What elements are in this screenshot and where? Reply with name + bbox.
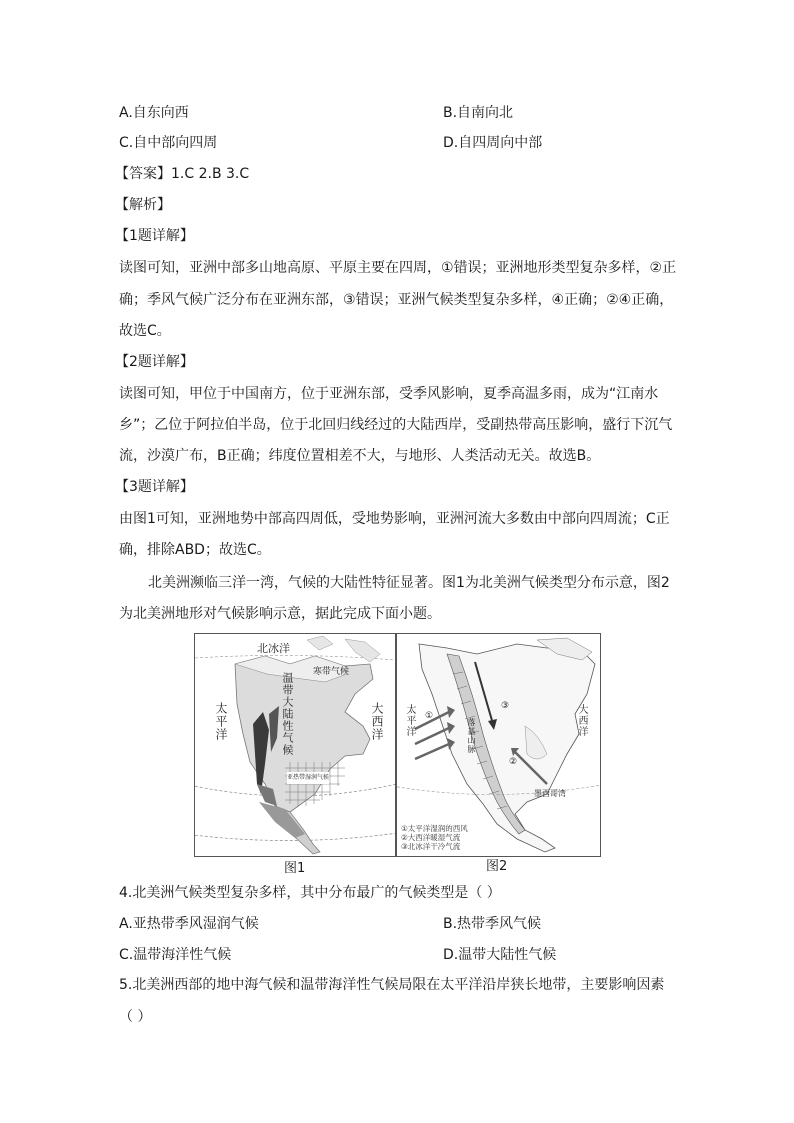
- q4-option-b: B.热带季风气候: [443, 916, 542, 932]
- fig1-pacific-label: 太平洋: [214, 702, 228, 741]
- figure-2-caption: 图2: [486, 859, 508, 874]
- fig1-subtropical-label: 亚热带湿润气候: [287, 772, 329, 784]
- fig2-pacific-label: 太平洋: [404, 704, 415, 737]
- q1-line-3: 故选C。: [119, 323, 171, 339]
- fig2-num-3: ③: [501, 701, 510, 711]
- q4-option-a: A.亚热带季风湿润气候: [119, 916, 259, 932]
- q5-stem: 5.北美洲西部的地中海气候和温带海洋性气候局限在太平洋沿岸狭长地带，主要影响因素: [119, 977, 665, 993]
- intro-line-1: 北美洲濒临三洋一湾，气候的大陆性特征显著。图1为北美洲气候类型分布示意，图2: [148, 575, 670, 591]
- q4-stem: 4.北美洲气候类型复杂多样，其中分布最广的气候类型是（ ）: [119, 885, 501, 901]
- option-a: A.自东向西: [119, 105, 189, 121]
- fig2-num-2: ②: [509, 757, 518, 767]
- option-c: C.自中部向四周: [119, 135, 218, 151]
- figure-2-map: [396, 633, 601, 857]
- q2-line-3: 流，沙漠广布，B正确；纬度位置相差不大，与地形、人类活动无关。故选B。: [119, 448, 601, 464]
- q3-line-2: 确，排除ABD；故选C。: [119, 542, 271, 558]
- q3-line-1: 由图1可知，亚洲地势中部高四周低，受地势影响，亚洲河流大多数由中部向四周流；C正: [119, 511, 670, 527]
- fig1-continental-label: 温带大陆性气候: [281, 672, 294, 756]
- figure-1-map: [194, 633, 396, 857]
- q2-line-1: 读图可知，甲位于中国南方，位于亚洲东部，受季风影响，夏季高温多雨，成为“江南水: [119, 386, 659, 402]
- fig2-legend-1: ①太平洋湿润的西风: [401, 824, 468, 833]
- q1-line-2: 确；季风气候广泛分布在亚洲东部，③错误；亚洲气候类型复杂多样，④正确；②④正确，: [119, 292, 674, 308]
- figure-2-drawing: [397, 634, 600, 856]
- option-d: D.自四周向中部: [443, 135, 543, 151]
- option-b: B.自南向北: [443, 105, 514, 121]
- fig2-gulf-label: 墨西哥湾: [534, 789, 566, 798]
- q4-option-c: C.温带海洋性气候: [119, 947, 232, 963]
- q1-line-1: 读图可知，亚洲中部多山地高原、平原主要在四周，①错误；亚洲地形类型复杂多样，②正: [119, 260, 677, 276]
- q1-title: 【1题详解】: [115, 228, 194, 244]
- analysis-label: 【解析】: [115, 197, 171, 213]
- fig2-num-1: ①: [425, 711, 434, 721]
- fig2-legend-2: ②大西洋暖湿气流: [401, 833, 461, 842]
- fig1-arctic-label: 北冰洋: [257, 642, 290, 655]
- q2-title: 【2题详解】: [115, 354, 194, 370]
- fig2-rocky-label: 落基山脉: [467, 718, 476, 754]
- answer-line: 【答案】1.C 2.B 3.C: [115, 166, 250, 182]
- fig1-atlantic-label: 大西洋: [370, 702, 384, 741]
- fig2-legend-3: ③北冰洋干冷气流: [401, 842, 461, 851]
- figure-1-drawing: [195, 634, 395, 856]
- q3-title: 【3题详解】: [115, 479, 194, 495]
- q4-option-d: D.温带大陆性气候: [443, 947, 557, 963]
- fig1-tundra-label: 寒带气候: [313, 667, 350, 677]
- fig2-legend: [401, 824, 468, 851]
- q2-line-2: 乡”；乙位于阿拉伯半岛，位于北回归线经过的大陆西岸，受副热带高压影响，盛行下沉气: [119, 417, 673, 433]
- figure-1-caption: 图1: [284, 861, 306, 876]
- fig2-atlantic-label: 大西洋: [576, 704, 587, 737]
- intro-line-2: 为北美洲地形对气候影响示意，据此完成下面小题。: [119, 606, 441, 622]
- q5-paren: （ ）: [119, 1009, 152, 1025]
